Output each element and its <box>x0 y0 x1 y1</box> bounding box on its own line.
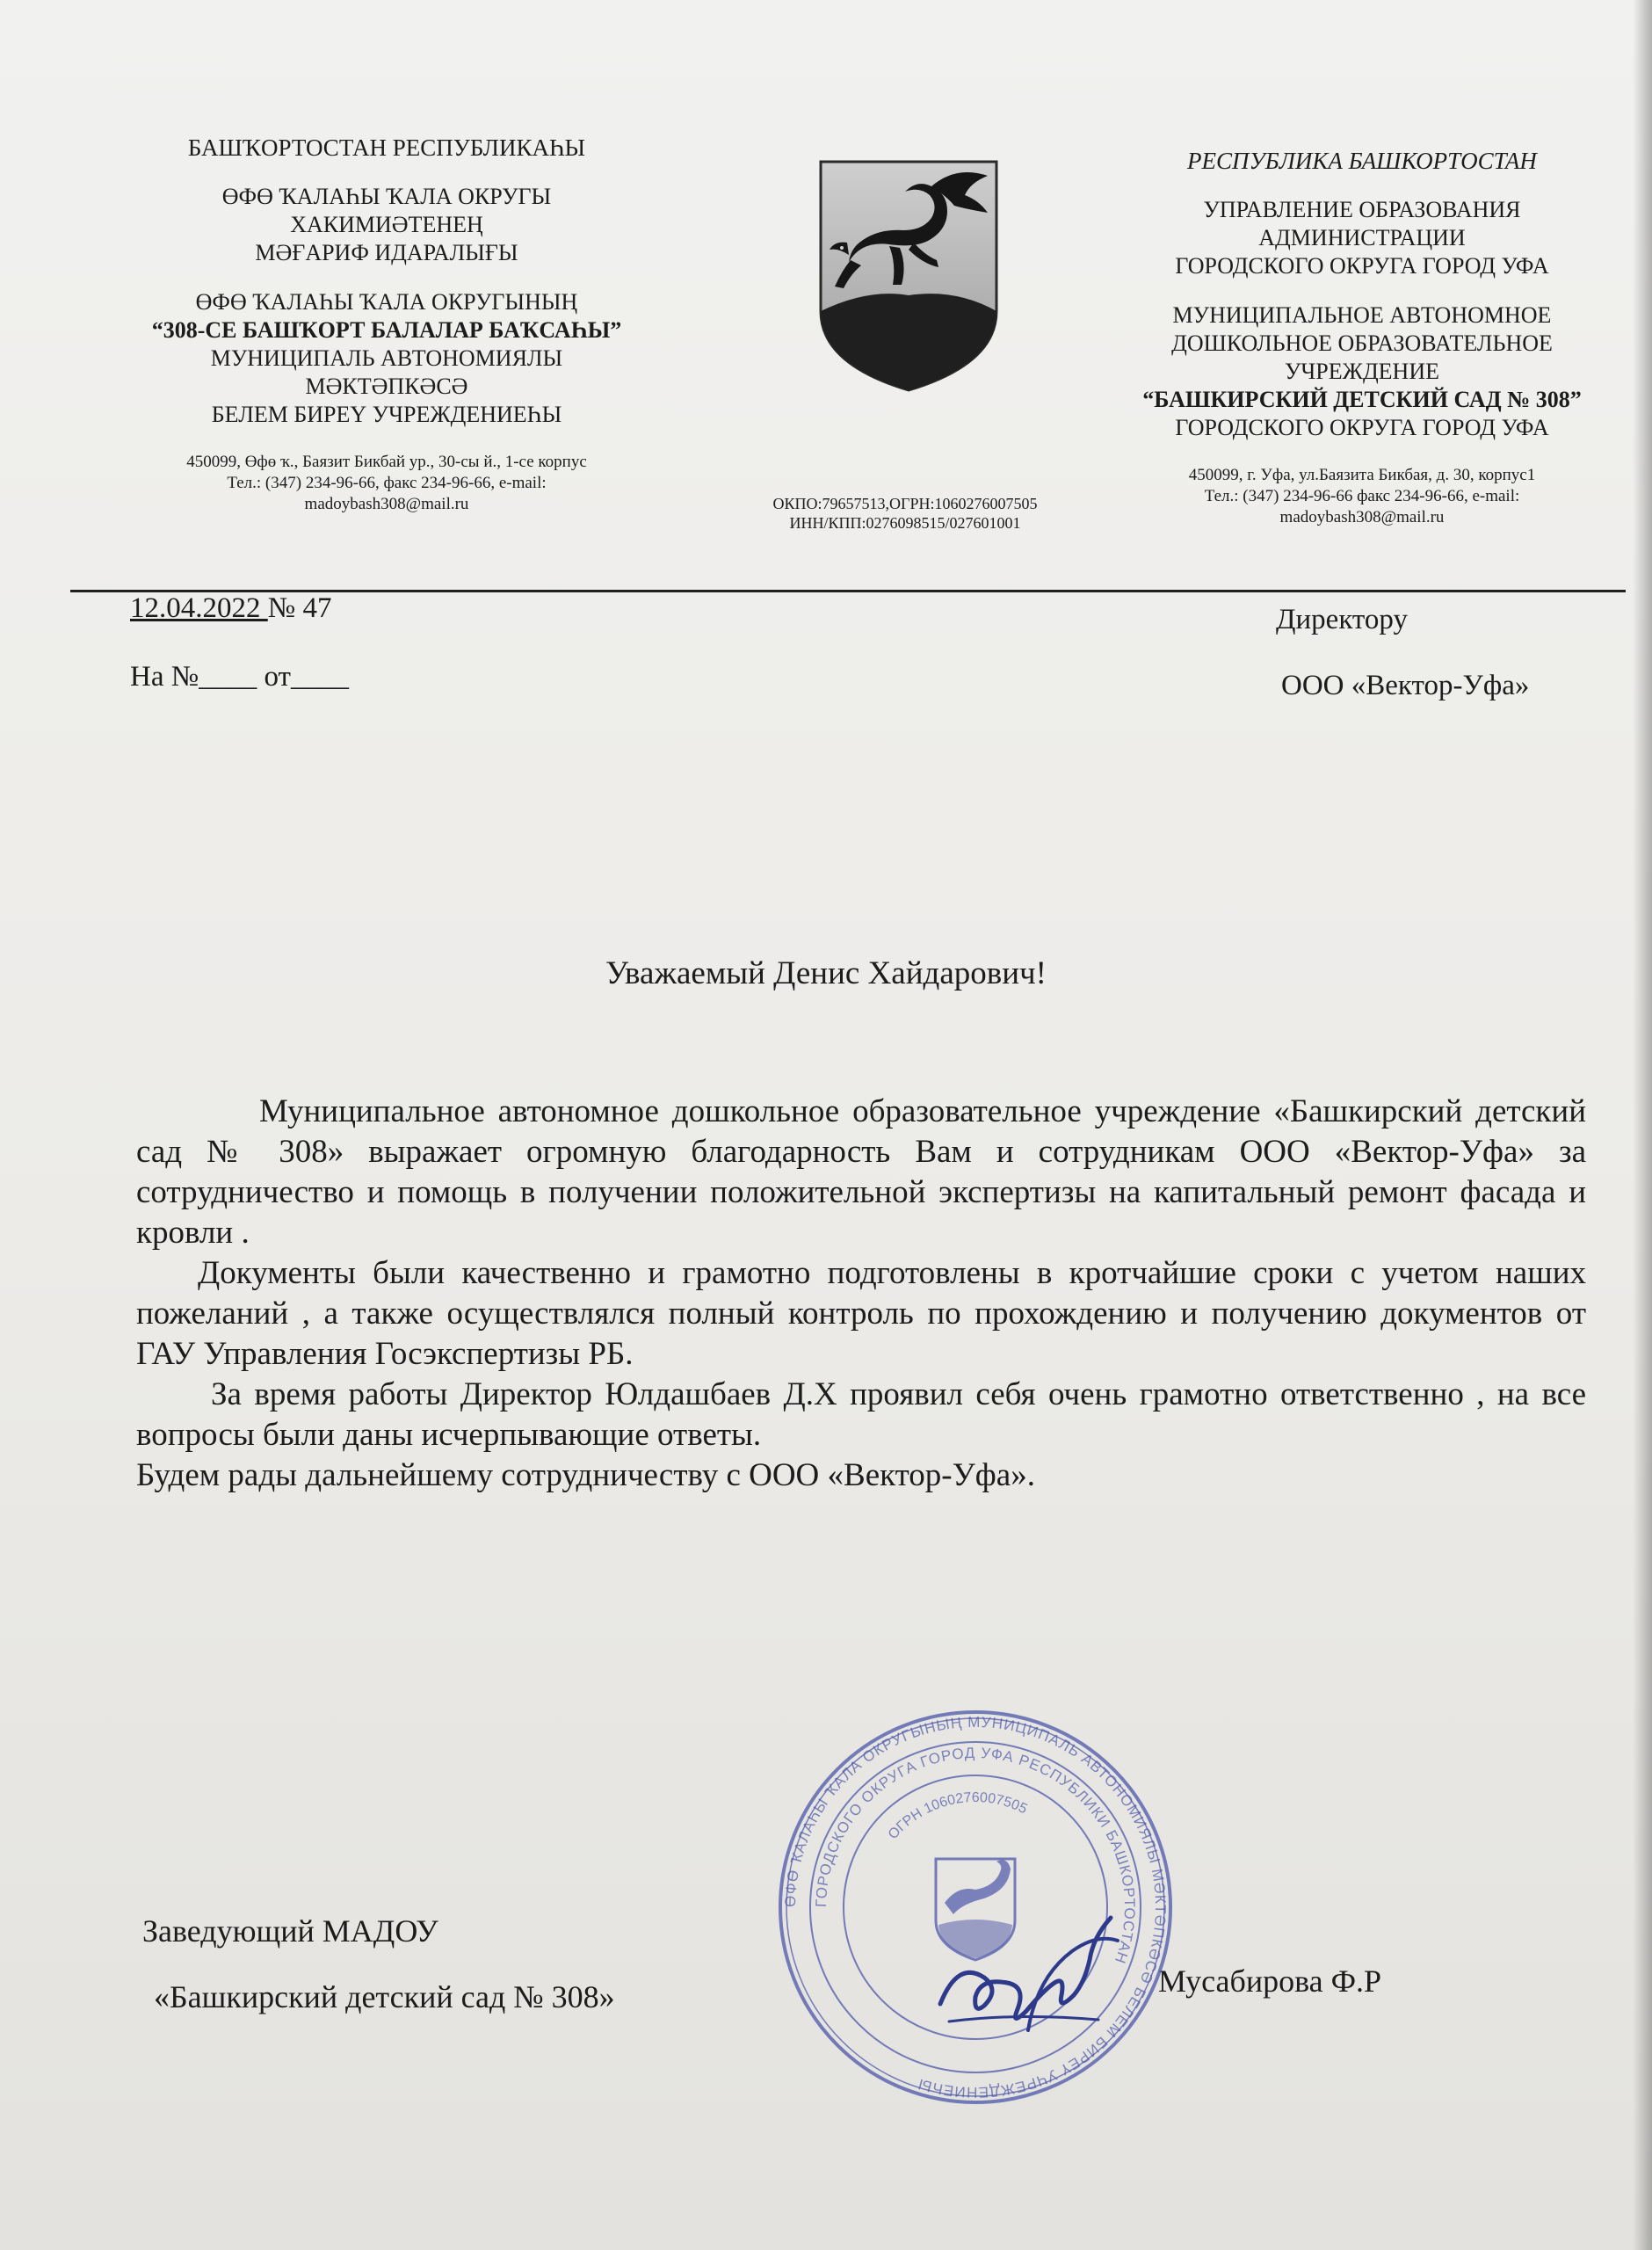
recipient-title: Директору <box>1276 604 1408 635</box>
letter-greeting: Уважаемый Денис Хайдарович! <box>605 955 1047 991</box>
header-right-addr1: 450099, г. Уфа, ул.Баязита Бикбая, д. 30, корпус1 <box>1188 466 1536 484</box>
header-left-addr3: madoybash308@mail.ru <box>304 495 469 513</box>
header-left-address <box>97 452 677 515</box>
body-paragraph-2: Документы были качественно и грамотно подготовлены в кротчайшие сроки с учетом наших пожеланий , а также осуществлялся полный контроль по прохождению и получению документов от ГАУ Управления Госэкспертизы РБ. <box>136 1255 1586 1372</box>
coat-of-arms-icon <box>815 156 1002 396</box>
header-right-line1: РЕСПУБЛИКА БАШКОРТОСТАН <box>1187 148 1537 174</box>
header-right-address <box>1134 465 1590 528</box>
recipient-org: ООО «Вектор-Уфа» <box>1281 670 1530 701</box>
letter-date: 12.04.2022 <box>130 592 268 624</box>
header-right-line5: МУНИЦИПАЛЬНОЕ АВТОНОМНОЕ <box>1172 302 1552 328</box>
header-right-line6: ДОШКОЛЬНОЕ ОБРАЗОВАТЕЛЬНОЕ <box>1171 330 1553 356</box>
signatory-title-2: «Башкирский детский сад № 308» <box>154 1979 615 2014</box>
header-right-line2: УПРАВЛЕНИЕ ОБРАЗОВАНИЯ <box>1203 197 1521 222</box>
svg-text:ГОРОДСКОГО ОКРУГА ГОРОД УФА РЕ: ГОРОДСКОГО ОКРУГА ГОРОД УФА РЕСПУБЛИКИ БАШКОРТОСТАН <box>812 1744 1139 1967</box>
header-left-addr2: Тел.: (347) 234-96-66, факс 234-96-66, e-mail: <box>227 474 547 492</box>
letter-date-number <box>130 591 332 626</box>
header-right-line3: АДМИНИСТРАЦИИ <box>1258 225 1466 250</box>
registration-codes <box>729 494 1081 533</box>
registration-okpo-ogrn: ОКПО:79657513,ОГРН:1060276007505 <box>772 495 1038 512</box>
handwritten-signature <box>923 1898 1134 2048</box>
registration-inn-kpp: ИНН/КПП:0276098515/027601001 <box>789 514 1021 532</box>
letter-body <box>136 1092 1586 1496</box>
header-left-line1: БАШҠОРТОСТАН РЕСПУБЛИКАҺЫ <box>187 134 586 161</box>
letter-number: № 47 <box>267 592 332 624</box>
page-edge-shadow <box>1633 0 1652 2250</box>
header-left-line2: ӨФӨ ҠАЛАҺЫ ҠАЛА ОКРУГЫ <box>221 184 552 209</box>
header-left <box>97 134 677 515</box>
svg-text:ОГРН 1060276007505: ОГРН 1060276007505 <box>885 1789 1030 1843</box>
header-right-addr2: Тел.: (347) 234-96-66 факс 234-96-66, e-mail: <box>1204 487 1520 505</box>
header-right-line4: ГОРОДСКОГО ОКРУГА ГОРОД УФА <box>1175 253 1549 279</box>
header-left-line9: БЕЛЕМ БИРЕҮ УЧРЕЖДЕНИЕҺЫ <box>211 402 562 427</box>
header-left-line6: “308-СЕ БАШҠОРТ БАЛАЛАР БАҠСАҺЫ” <box>151 317 622 343</box>
header-right <box>1134 147 1590 528</box>
header-left-line8: МӘКТӘПКӘСӘ <box>305 374 468 399</box>
header-left-line7: МУНИЦИПАЛЬ АВТОНОМИЯЛЫ <box>210 345 563 371</box>
signatory-name: Мусабирова Ф.Р <box>1158 1963 1382 1999</box>
header-right-line8: “БАШКИРСКИЙ ДЕТСКИЙ САД № 308” <box>1142 387 1582 412</box>
letter-reference: На №____ от____ <box>130 661 349 693</box>
header-right-line7: УЧРЕЖДЕНИЕ <box>1285 359 1439 384</box>
body-paragraph-4: Будем рады дальнейшему сотрудничеству с ООО «Вектор-Уфа». <box>136 1457 1035 1493</box>
body-paragraph-1: Муниципальное автономное дошкольное образовательное учреждение «Башкирский детский сад № 308» выражает огромную благодарность Вам и сотрудникам ООО «Вектор-Уфа» за сотрудничество и помощь в получении положительной экспертизы на капитальный ремонт фасада и кровли . <box>136 1093 1586 1251</box>
svg-text:ӨФӨ ҠАЛАҺЫ ҠАЛА ОКРУГЫНЫҢ МУНИ: ӨФӨ ҠАЛАҺЫ ҠАЛА ОКРУГЫНЫҢ МУНИЦИПАЛЬ АВТОНОМИЯЛЫ МӘКТӘПКӘСӘ БЕЛЕМ БИРЕҮ УЧРЕЖДЕНИЕҺЫ <box>781 1713 1170 2101</box>
header-left-addr1: 450099, Өфө ҡ., Баязит Бикбай ур., 30-сы й., 1-се корпус <box>186 453 587 471</box>
header-left-line5: ӨФӨ ҠАЛАҺЫ ҠАЛА ОКРУГЫНЫҢ <box>195 289 578 315</box>
header-right-line9: ГОРОДСКОГО ОКРУГА ГОРОД УФА <box>1175 415 1549 440</box>
header-left-line4: МӘҒАРИФ ИДАРАЛЫҒЫ <box>255 240 518 265</box>
signatory-title-1: Заведующий МАДОУ <box>142 1913 438 1949</box>
body-paragraph-3: За время работы Директор Юлдашбаев Д.Х проявил себя очень грамотно ответственно , на все вопросы были даны исчерпывающие ответы. <box>136 1376 1586 1453</box>
header-right-addr3: madoybash308@mail.ru <box>1279 508 1445 526</box>
header-left-line3: ХАКИМИӘТЕНЕҢ <box>290 212 483 237</box>
